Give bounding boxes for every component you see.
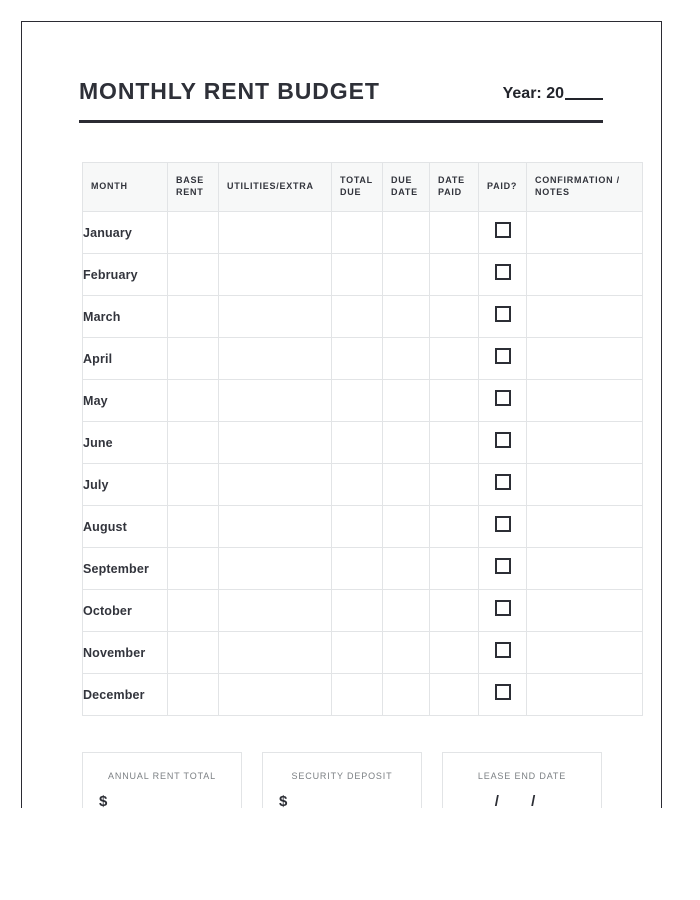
utilities-field[interactable] xyxy=(219,380,332,422)
summary-box[interactable] xyxy=(442,752,602,808)
year-label: Year: 20 xyxy=(502,85,564,102)
date-paid-field[interactable] xyxy=(430,464,479,506)
utilities-field[interactable] xyxy=(219,422,332,464)
column-header-total-due: TOTAL DUE xyxy=(332,163,383,212)
month-label: February xyxy=(83,254,168,296)
paid-checkbox-cell[interactable] xyxy=(479,338,527,380)
due-date-field[interactable] xyxy=(383,422,430,464)
year-field[interactable] xyxy=(503,85,603,103)
total-due-field[interactable] xyxy=(332,674,383,716)
table-row xyxy=(83,422,643,464)
total-due-field[interactable] xyxy=(332,548,383,590)
paid-checkbox-cell[interactable] xyxy=(479,380,527,422)
table-header xyxy=(83,163,643,212)
confirmation-notes-field[interactable] xyxy=(527,338,643,380)
date-paid-field[interactable] xyxy=(430,212,479,254)
date-paid-field[interactable] xyxy=(430,254,479,296)
document-header xyxy=(79,80,603,104)
due-date-field[interactable] xyxy=(383,212,430,254)
checkbox-icon[interactable] xyxy=(495,390,511,406)
total-due-field[interactable] xyxy=(332,254,383,296)
table-row xyxy=(83,380,643,422)
column-header-utilities: UTILITIES/EXTRA xyxy=(219,163,332,212)
table-row xyxy=(83,506,643,548)
column-header-base-rent: BASE RENT xyxy=(168,163,219,212)
base-rent-field[interactable] xyxy=(168,590,219,632)
base-rent-field[interactable] xyxy=(168,380,219,422)
confirmation-notes-field[interactable] xyxy=(527,506,643,548)
total-due-field[interactable] xyxy=(332,590,383,632)
checkbox-icon[interactable] xyxy=(495,684,511,700)
total-due-field[interactable] xyxy=(332,464,383,506)
date-paid-field[interactable] xyxy=(430,674,479,716)
table-row xyxy=(83,212,643,254)
confirmation-notes-field[interactable] xyxy=(527,380,643,422)
paid-checkbox-cell[interactable] xyxy=(479,464,527,506)
checkbox-icon[interactable] xyxy=(495,474,511,490)
utilities-field[interactable] xyxy=(219,338,332,380)
month-label: September xyxy=(83,548,168,590)
column-header-date-paid: DATE PAID xyxy=(430,163,479,212)
paid-checkbox-cell[interactable] xyxy=(479,548,527,590)
base-rent-field[interactable] xyxy=(168,212,219,254)
due-date-field[interactable] xyxy=(383,674,430,716)
month-label: May xyxy=(83,380,168,422)
checkbox-icon[interactable] xyxy=(495,222,511,238)
checkbox-icon[interactable] xyxy=(495,558,511,574)
table-row xyxy=(83,632,643,674)
table-row xyxy=(83,296,643,338)
table-row xyxy=(83,464,643,506)
table-header-row xyxy=(83,163,643,212)
summary-box-label: LEASE END DATE xyxy=(477,771,567,781)
date-paid-field[interactable] xyxy=(430,422,479,464)
printable-page xyxy=(21,21,662,808)
due-date-field[interactable] xyxy=(383,338,430,380)
base-rent-field[interactable] xyxy=(168,254,219,296)
paid-checkbox-cell[interactable] xyxy=(479,422,527,464)
confirmation-notes-field[interactable] xyxy=(527,422,643,464)
utilities-field[interactable] xyxy=(219,632,332,674)
checkbox-icon[interactable] xyxy=(495,348,511,364)
total-due-field[interactable] xyxy=(332,212,383,254)
due-date-field[interactable] xyxy=(383,464,430,506)
checkbox-icon[interactable] xyxy=(495,642,511,658)
total-due-field[interactable] xyxy=(332,338,383,380)
base-rent-field[interactable] xyxy=(168,548,219,590)
confirmation-notes-field[interactable] xyxy=(527,464,643,506)
column-header-month: MONTH xyxy=(83,163,168,212)
summary-box[interactable] xyxy=(262,752,422,808)
checkbox-icon[interactable] xyxy=(495,432,511,448)
base-rent-field[interactable] xyxy=(168,632,219,674)
utilities-field[interactable] xyxy=(219,254,332,296)
paid-checkbox-cell[interactable] xyxy=(479,590,527,632)
table-row xyxy=(83,590,643,632)
checkbox-icon[interactable] xyxy=(495,516,511,532)
table-body xyxy=(83,212,643,716)
date-paid-field[interactable] xyxy=(430,506,479,548)
month-label: April xyxy=(83,338,168,380)
total-due-field[interactable] xyxy=(332,632,383,674)
table-row xyxy=(83,254,643,296)
due-date-field[interactable] xyxy=(383,296,430,338)
month-label: November xyxy=(83,632,168,674)
month-label: January xyxy=(83,212,168,254)
confirmation-notes-field[interactable] xyxy=(527,674,643,716)
utilities-field[interactable] xyxy=(219,548,332,590)
base-rent-field[interactable] xyxy=(168,338,219,380)
confirmation-notes-field[interactable] xyxy=(527,296,643,338)
due-date-field[interactable] xyxy=(383,590,430,632)
paid-checkbox-cell[interactable] xyxy=(479,632,527,674)
month-label: March xyxy=(83,296,168,338)
due-date-field[interactable] xyxy=(383,254,430,296)
date-paid-field[interactable] xyxy=(430,380,479,422)
summary-box-label: ANNUAL RENT TOTAL xyxy=(108,771,216,781)
month-label: August xyxy=(83,506,168,548)
table-row xyxy=(83,674,643,716)
date-paid-field[interactable] xyxy=(430,548,479,590)
base-rent-field[interactable] xyxy=(168,296,219,338)
column-header-confirmation: CONFIRMATION / NOTES xyxy=(527,163,643,212)
confirmation-notes-field[interactable] xyxy=(527,254,643,296)
month-label: October xyxy=(83,590,168,632)
table-row xyxy=(83,338,643,380)
due-date-field[interactable] xyxy=(383,380,430,422)
checkbox-icon[interactable] xyxy=(495,306,511,322)
base-rent-field[interactable] xyxy=(168,422,219,464)
utilities-field[interactable] xyxy=(219,590,332,632)
rent-budget-table xyxy=(82,162,643,716)
checkbox-icon[interactable] xyxy=(495,264,511,280)
total-due-field[interactable] xyxy=(332,506,383,548)
due-date-field[interactable] xyxy=(383,506,430,548)
paid-checkbox-cell[interactable] xyxy=(479,674,527,716)
month-label: June xyxy=(83,422,168,464)
utilities-field[interactable] xyxy=(219,506,332,548)
confirmation-notes-field[interactable] xyxy=(527,632,643,674)
checkbox-icon[interactable] xyxy=(495,600,511,616)
total-due-field[interactable] xyxy=(332,296,383,338)
confirmation-notes-field[interactable] xyxy=(527,212,643,254)
date-paid-field[interactable] xyxy=(430,296,479,338)
summary-boxes xyxy=(82,752,642,808)
summary-box-value[interactable]: / / xyxy=(494,793,550,808)
year-blank-line[interactable] xyxy=(565,98,603,100)
month-label: July xyxy=(83,464,168,506)
date-paid-field[interactable] xyxy=(430,632,479,674)
utilities-field[interactable] xyxy=(219,296,332,338)
total-due-field[interactable] xyxy=(332,380,383,422)
date-paid-field[interactable] xyxy=(430,590,479,632)
date-paid-field[interactable] xyxy=(430,338,479,380)
table-row xyxy=(83,548,643,590)
base-rent-field[interactable] xyxy=(168,674,219,716)
utilities-field[interactable] xyxy=(219,212,332,254)
base-rent-field[interactable] xyxy=(168,506,219,548)
summary-box-value[interactable]: $ xyxy=(99,793,108,808)
confirmation-notes-field[interactable] xyxy=(527,548,643,590)
summary-box-label: SECURITY DEPOSIT xyxy=(291,771,393,781)
due-date-field[interactable] xyxy=(383,548,430,590)
due-date-field[interactable] xyxy=(383,632,430,674)
summary-box-value[interactable]: $ xyxy=(279,793,288,808)
page-title: MONTHLY RENT BUDGET xyxy=(79,78,380,104)
utilities-field[interactable] xyxy=(219,674,332,716)
column-header-due-date: DUE DATE xyxy=(383,163,430,212)
month-label: December xyxy=(83,674,168,716)
utilities-field[interactable] xyxy=(219,464,332,506)
summary-box[interactable] xyxy=(82,752,242,808)
total-due-field[interactable] xyxy=(332,422,383,464)
column-header-paid: PAID? xyxy=(479,163,527,212)
paid-checkbox-cell[interactable] xyxy=(479,254,527,296)
confirmation-notes-field[interactable] xyxy=(527,590,643,632)
paid-checkbox-cell[interactable] xyxy=(479,506,527,548)
title-divider xyxy=(79,120,603,123)
paid-checkbox-cell[interactable] xyxy=(479,296,527,338)
paid-checkbox-cell[interactable] xyxy=(479,212,527,254)
base-rent-field[interactable] xyxy=(168,464,219,506)
